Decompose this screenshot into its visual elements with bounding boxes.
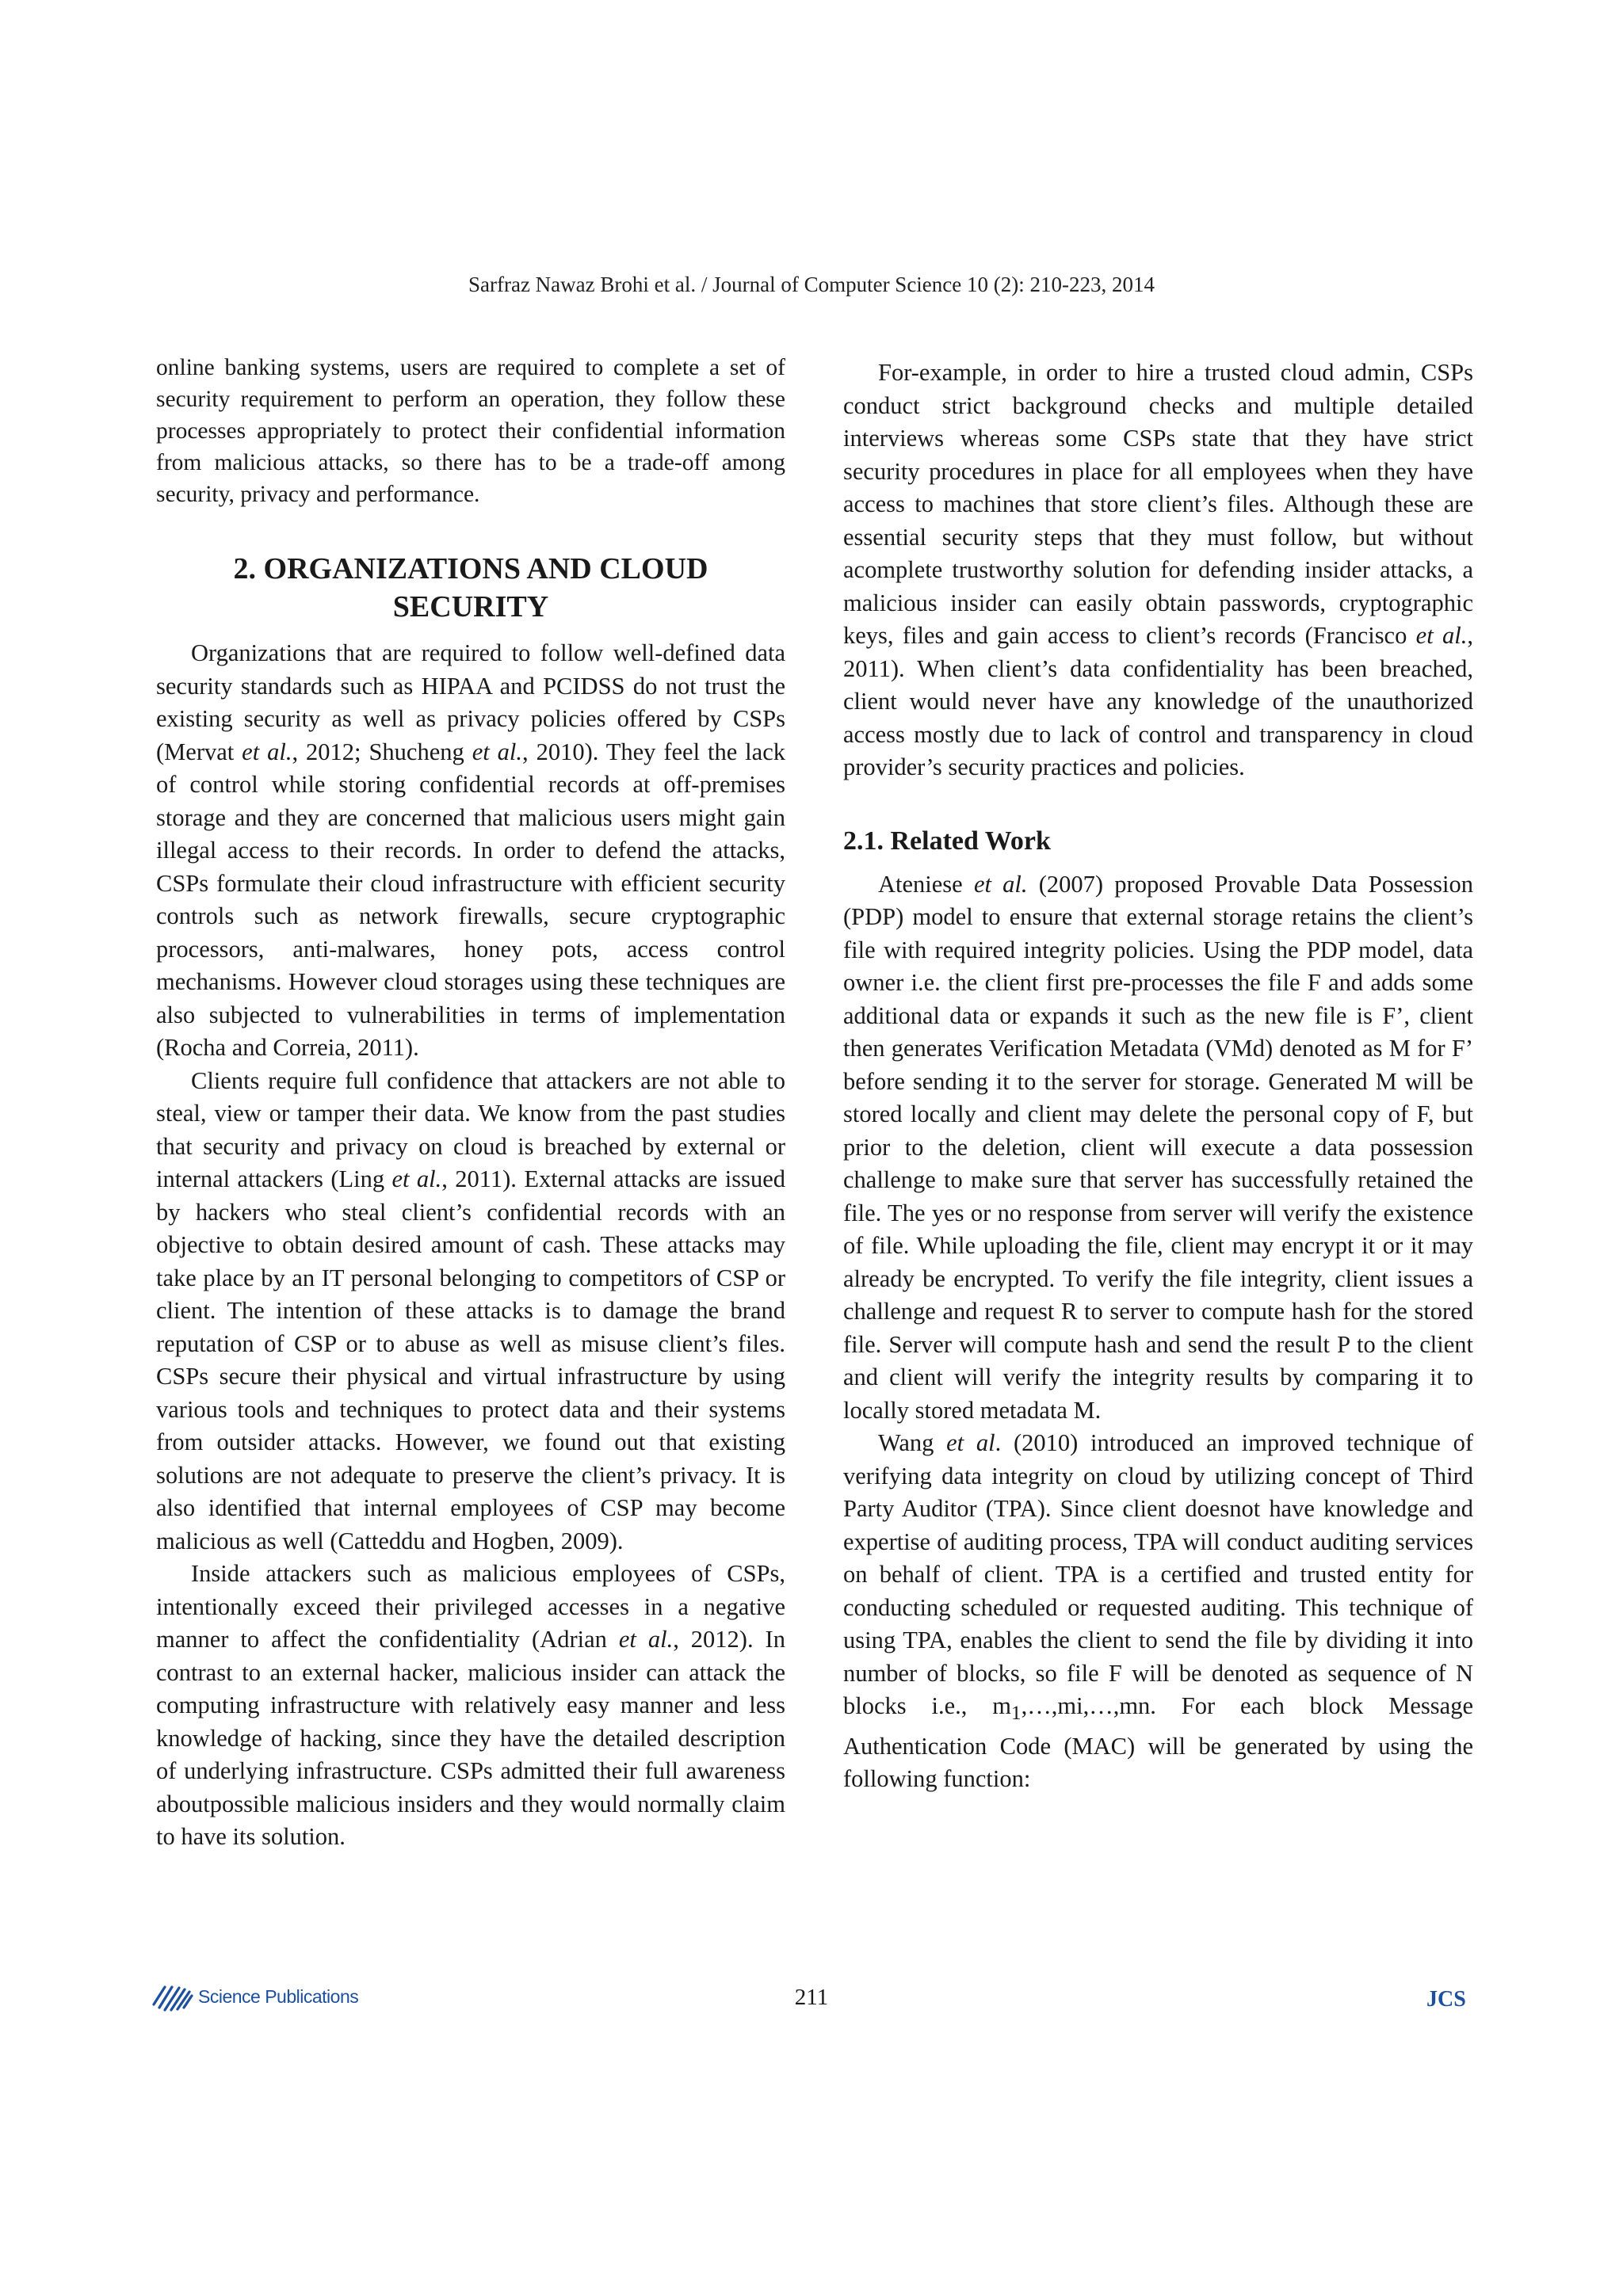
text-span: For-example, in order to hire a trusted cloud admin, CSPs conduct strict background checks and multiple detailed interviews whereas some CSPs state that they have strict security procedures in place for all employees when they have access to machines that store client’s files. Although these are essential security steps that they must follow, but without acomplete trustworthy solution for defending insider attacks, a malicious insider can easily obtain passwords, cryptographic keys, files and gain access to client’s records (Francisco	[843, 359, 1473, 649]
journal-abbrev: JCS	[1426, 1987, 1466, 2012]
text-span: , 2012). In contrast to an external hacker, malicious insider can attack the computing infrastructure with relatively easy manner and less knowledge of hacking, since they have the detailed description of underlying infrastructure. CSPs admitted their full awareness aboutpossible malicious insiders and they would normally claim to have its solution.	[156, 1626, 785, 1850]
intro-paragraph: online banking systems, users are required to complete a set of security requirement to perform an operation, they follow these processes appropriately to protect their confidential information from malicious attacks, so there has to be a trade-off among security, privacy and performance.	[156, 355, 785, 507]
text-span: . (2010) introduced an improved technique of verifying data integrity on cloud by utilizing concept of Third Party Auditor (TPA). Since client doesnot have knowledge and expertise of auditing process, TPA will conduct auditing services on behalf of client. TPA is a certified and trusted entity for conducting scheduled or requested auditing. This technique of using TPA, enables the client to send the file by dividing it into number of blocks, so file F will be denoted as sequence of N blocks i.e., m	[843, 1429, 1473, 1719]
text-span: Inside attackers such as malicious employees of CSPs, intentionally exceed their privileged accesses in a negative manner to affect the confidentiality (Adrian	[156, 1560, 785, 1653]
paragraph-pdp	[843, 868, 1473, 1428]
text-span: , 2012; Shucheng	[292, 738, 472, 765]
running-head: Sarfraz Nawaz Brohi et al. / Journal of Computer Science 10 (2): 210-223, 2014	[468, 273, 1155, 296]
publisher-name: Science Publications	[198, 1985, 359, 2007]
subscript: 1	[1010, 1702, 1022, 1725]
et-al: et al.	[242, 738, 292, 765]
et-al: et al	[946, 1429, 995, 1456]
text-span: Wang	[878, 1429, 947, 1456]
et-al: et al.	[391, 1165, 442, 1192]
text-span: , 2011). When client’s data confidentiality has been breached, client would never have any knowledge of the unauthorized access mostly due to lack of control and transparency in cloud provider’s security practices and policies.	[843, 622, 1473, 780]
et-al: et al.	[973, 870, 1028, 898]
text-span: , 2011). External attacks are issued by hackers who steal client’s confidential records with an objective to obtain desired amount of cash. These attacks may take place by an IT personal belonging to competitors of CSP or client. The intention of these attacks is to damage the brand reputation of CSP or to abuse as well as misuse client’s files. CSPs secure their physical and virtual infrastructure by using various tools and techniques to protect data and their systems from outsider attacks. However, we found out that existing solutions are not adequate to preserve the client’s privacy. It is also identified that internal employees of CSP may become malicious as well (Catteddu and Hogben, 2009).	[156, 1165, 785, 1554]
et-al: et al.	[618, 1626, 674, 1653]
section-title: 2. ORGANIZATIONS AND CLOUD SECURITY	[233, 552, 708, 624]
paragraph-tpa	[843, 1427, 1473, 1796]
paragraph-for-example	[843, 357, 1473, 784]
text-span: , 2010). They feel the lack of control while storing confidential records at off-premises storage and they are concerned that malicious users might gain illegal access to their records. In order to defend the attacks, CSPs formulate their cloud infrastructure with efficient security controls such as network firewalls, secure cryptographic processors, anti-malwares, honey pots, access control mechanisms. However cloud storages using these techniques are also subjected to vulnerabilities in terms of implementation (Rocha and Correia, 2011).	[156, 738, 785, 1061]
paragraph-organizations	[156, 637, 785, 1065]
left-column	[156, 352, 785, 1854]
text-span: Clients require full confidence that attackers are not able to steal, view or tamper their data. We know from the past studies that security and privacy on cloud is breached by external or internal attackers (Ling	[156, 1066, 785, 1192]
text-span: (2007) proposed Provable Data Possession (PDP) model to ensure that external storage retains the client’s file with required integrity policies. Using the PDP model, data owner i.e. the client first pre-processes the file F and adds some additional data or expands it such as the new file is F’, client then generates Verification Metadata (VMd) denoted as M for F’ before sending it to the server for storage. Generated M will be stored locally and client may delete the personal copy of F, but prior to the deletion, client will execute a data possession challenge to make sure that server has successfully retained the file. The yes or no response from server will verify the existence of file. While uploading the file, client may encrypt it or it may already be encrypted. To verify the file integrity, client issues a challenge and request R to server to compute hash for the stored file. Server will compute hash and send the result P to the client and client will verify the integrity results by comparing it to locally stored metadata M.	[843, 870, 1473, 1424]
subsection-title: 2.1. Related Work	[843, 826, 1051, 856]
page-number: 211	[794, 1985, 829, 2010]
paragraph-inside-attackers	[156, 1558, 785, 1854]
et-al: et al.	[1415, 622, 1468, 649]
text-span: ,…,mi,…,mn. For each block Message Authentication Code (MAC) will be generated by using the following function:	[843, 1692, 1473, 1793]
right-column	[843, 357, 1473, 1796]
text-span: Ateniese	[878, 870, 974, 898]
paragraph-clients	[156, 1065, 785, 1558]
et-al: et al.	[472, 738, 522, 765]
text-span: Organizations that are required to follow well-defined data security standards such as HIPAA and PCIDSS do not trust the existing security as well as privacy policies offered by CSPs (Mervat	[156, 639, 785, 765]
